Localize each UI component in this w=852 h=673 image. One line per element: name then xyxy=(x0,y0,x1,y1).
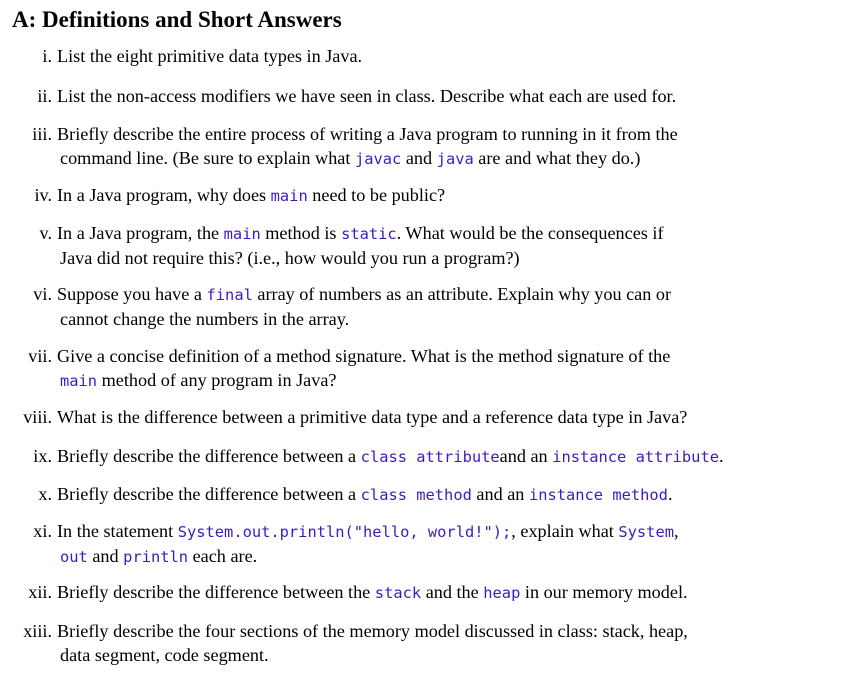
section-label: A: xyxy=(12,7,37,32)
question-line xyxy=(57,183,802,208)
question-text-segment: . What would be the consequences if xyxy=(396,223,664,243)
section-title: Definitions and Short Answers xyxy=(42,7,342,32)
question-text-segment: Briefly describe the difference between a xyxy=(57,446,361,466)
question-text xyxy=(57,282,802,331)
question-line xyxy=(57,519,802,544)
code-term: System xyxy=(618,523,674,541)
question-text-segment: data segment, code segment. xyxy=(60,645,269,665)
question-line xyxy=(57,122,802,146)
code-term: main xyxy=(270,187,308,205)
question-text-segment: Briefly describe the four sections of the memory model discussed in class: stack, heap, xyxy=(57,621,688,641)
code-term: final xyxy=(206,286,253,304)
question-text-segment: each are. xyxy=(188,546,258,566)
question-text-segment: List the non-access modifiers we have seen in class. Describe what each are used for. xyxy=(57,86,677,106)
question-text-segment: Briefly describe the difference between the xyxy=(57,582,375,602)
question-line xyxy=(57,482,802,507)
question-text-segment: method of any program in Java? xyxy=(97,370,337,390)
question-text xyxy=(57,619,802,667)
code-term: System.out.println("hello, world!"); xyxy=(177,523,512,541)
question-text xyxy=(57,444,802,469)
question-number: xiii. xyxy=(23,621,52,641)
question-line xyxy=(57,307,802,331)
question-text-segment: In a Java program, why does xyxy=(57,185,271,205)
code-term: heap xyxy=(483,584,521,602)
question-line xyxy=(57,84,802,108)
question-text xyxy=(57,519,802,569)
question-number: ii. xyxy=(37,86,52,106)
question-text-segment: Briefly describe the difference between a xyxy=(57,484,361,504)
question-text xyxy=(57,183,802,208)
question-text-segment: In the statement xyxy=(57,521,178,541)
question-text xyxy=(57,482,802,507)
question-text-segment: and xyxy=(401,148,437,168)
question-number: i. xyxy=(42,46,52,66)
question-text-segment: Briefly describe the entire process of writing a Java program to running in it from the xyxy=(57,124,678,144)
code-term: main xyxy=(60,372,98,390)
question-number: iii. xyxy=(32,124,52,144)
code-term: instance attribute xyxy=(552,448,719,466)
question-text-segment: and an xyxy=(471,484,529,504)
question-text-segment: and xyxy=(87,546,124,566)
question-text xyxy=(57,344,802,393)
question-line xyxy=(57,405,802,429)
question-text-segment: . xyxy=(667,484,673,504)
question-text-segment: List the eight primitive data types in Java. xyxy=(57,46,363,66)
question-line xyxy=(57,44,802,68)
question-text xyxy=(57,405,802,429)
question-number: xi. xyxy=(33,521,52,541)
question-text xyxy=(57,84,802,108)
question-text-segment: , explain what xyxy=(511,521,619,541)
question-line xyxy=(57,282,802,307)
question-number: iv. xyxy=(34,185,52,205)
question-text-segment: and an xyxy=(499,446,553,466)
question-text xyxy=(57,221,802,270)
code-term: javac xyxy=(354,150,402,168)
question-text-segment: array of numbers as an attribute. Explain why you can or xyxy=(252,284,672,304)
question-text-segment: method is xyxy=(260,223,342,243)
question-number: vi. xyxy=(33,284,52,304)
question-line xyxy=(57,444,802,469)
question-number: vii. xyxy=(28,346,52,366)
question-text-segment: , xyxy=(673,521,679,541)
question-text-segment: cannot change the numbers in the array. xyxy=(60,309,350,329)
question-line xyxy=(57,619,802,643)
question-line xyxy=(57,246,802,270)
question-number: viii. xyxy=(23,407,52,427)
code-term: println xyxy=(123,548,189,566)
question-text-segment: command line. (Be sure to explain what xyxy=(60,148,355,168)
question-text-segment: Java did not require this? (i.e., how would you run a program?) xyxy=(60,248,520,268)
question-number: ix. xyxy=(33,446,52,466)
question-text xyxy=(57,580,802,605)
code-term: main xyxy=(223,225,261,243)
question-line xyxy=(57,146,802,171)
question-text xyxy=(57,44,802,68)
question-line xyxy=(57,221,802,246)
question-line xyxy=(57,544,802,569)
code-term: instance method xyxy=(528,486,668,504)
code-term: class attribute xyxy=(360,448,500,466)
code-term: java xyxy=(436,150,474,168)
question-text-segment: Suppose you have a xyxy=(57,284,207,304)
question-number: v. xyxy=(39,223,52,243)
question-text-segment: are and what they do.) xyxy=(473,148,641,168)
question-line xyxy=(57,580,802,605)
question-text-segment: in our memory model. xyxy=(520,582,688,602)
question-line xyxy=(57,344,802,368)
question-text-segment: What is the difference between a primitive data type and a reference data type in Java? xyxy=(57,407,688,427)
question-text-segment: In a Java program, the xyxy=(57,223,224,243)
question-number: x. xyxy=(38,484,52,504)
question-number: xii. xyxy=(28,582,52,602)
section-heading xyxy=(12,6,342,34)
code-term: class method xyxy=(360,486,472,504)
question-text-segment: need to be public? xyxy=(307,185,446,205)
code-term: out xyxy=(60,548,88,566)
question-line xyxy=(57,368,802,393)
question-line xyxy=(57,643,802,667)
question-text-segment: . xyxy=(718,446,724,466)
code-term: stack xyxy=(374,584,422,602)
question-text xyxy=(57,122,802,171)
question-text-segment: Give a concise definition of a method signature. What is the method signature of the xyxy=(57,346,671,366)
code-term: static xyxy=(341,225,397,243)
question-text-segment: and the xyxy=(421,582,484,602)
